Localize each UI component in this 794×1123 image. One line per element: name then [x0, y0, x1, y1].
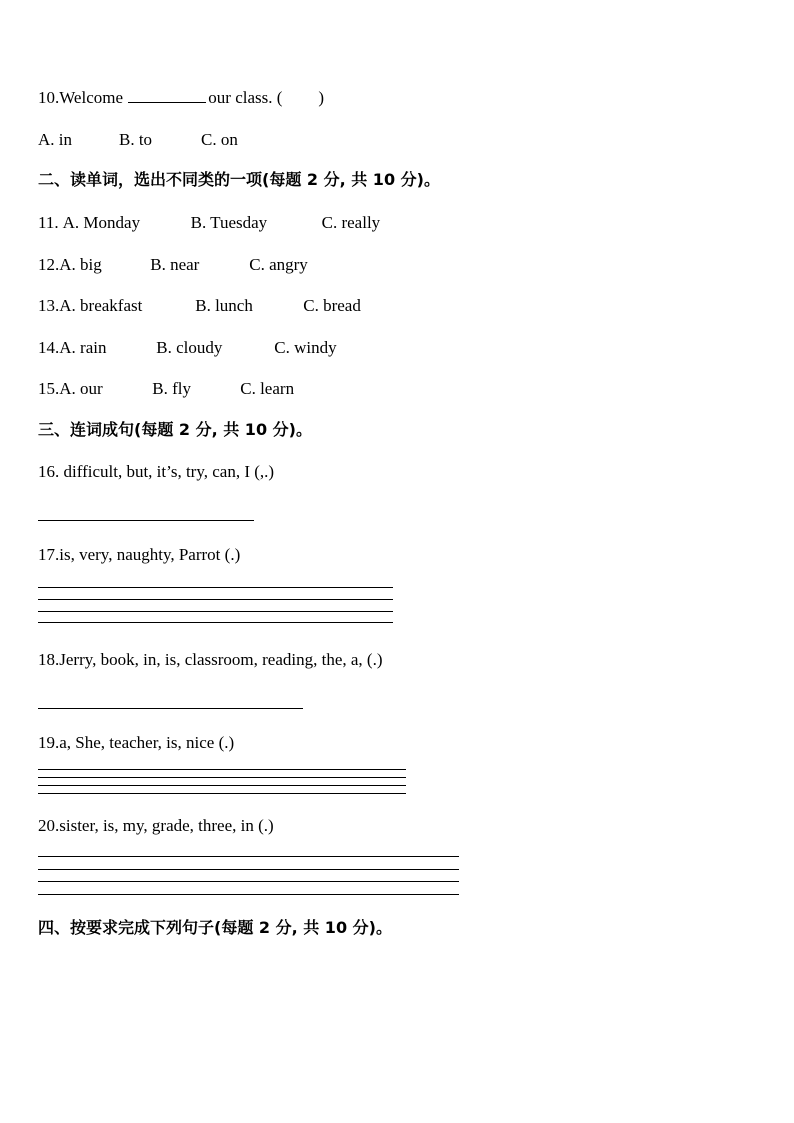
answer-line[interactable] — [38, 869, 459, 870]
paren-close: ) — [318, 88, 325, 107]
question-number: 16. — [38, 462, 60, 481]
option-b[interactable]: B. near — [150, 255, 200, 274]
question-15 — [38, 379, 294, 399]
question-number: 18. — [38, 650, 60, 669]
answer-line[interactable] — [38, 856, 459, 857]
question-text: sister, is, my, grade, three, in (.) — [59, 816, 274, 835]
question-10 — [38, 88, 324, 108]
option-b[interactable]: B. lunch — [195, 296, 253, 315]
section-4-heading: 四、按要求完成下列句子(每题 2 分, 共 10 分)。 — [38, 918, 392, 937]
question-20 — [38, 816, 274, 836]
question-text-pre: Welcome — [59, 88, 128, 107]
answer-line[interactable] — [38, 587, 393, 588]
answer-line[interactable] — [38, 894, 459, 895]
option-c[interactable]: C. bread — [303, 296, 361, 315]
answer-line[interactable] — [38, 520, 254, 521]
option-a[interactable]: A. big — [59, 255, 102, 274]
question-11 — [38, 213, 380, 233]
question-number: 19. — [38, 733, 60, 752]
option-b[interactable]: B. cloudy — [156, 338, 223, 357]
question-10-options — [38, 130, 238, 150]
answer-blank[interactable] — [128, 88, 206, 103]
answer-line[interactable] — [38, 708, 303, 709]
question-14 — [38, 338, 337, 358]
answer-line[interactable] — [38, 611, 393, 612]
option-a[interactable]: A. in — [38, 130, 72, 149]
answer-line[interactable] — [38, 769, 406, 770]
option-b[interactable]: B. Tuesday — [190, 213, 268, 232]
option-a[interactable]: A. rain — [59, 338, 107, 357]
question-number: 11. — [38, 213, 59, 232]
option-b[interactable]: B. to — [119, 130, 153, 149]
answer-line[interactable] — [38, 793, 406, 794]
option-c[interactable]: C. on — [201, 130, 238, 149]
question-19 — [38, 733, 234, 753]
question-18 — [38, 650, 382, 670]
option-c[interactable]: C. learn — [240, 379, 295, 398]
question-text: is, very, naughty, Parrot (.) — [59, 545, 241, 564]
option-a[interactable]: A. our — [59, 379, 103, 398]
question-16 — [38, 462, 274, 482]
question-number: 13. — [38, 296, 60, 315]
option-a[interactable]: A. breakfast — [59, 296, 143, 315]
question-17 — [38, 545, 240, 565]
question-number: 15. — [38, 379, 60, 398]
answer-line[interactable] — [38, 785, 406, 786]
answer-line[interactable] — [38, 881, 459, 882]
question-text: a, She, teacher, is, nice (.) — [59, 733, 235, 752]
option-a[interactable]: A. Monday — [62, 213, 141, 232]
question-text: Jerry, book, in, is, classroom, reading, the, a, (.) — [59, 650, 383, 669]
question-number: 14. — [38, 338, 60, 357]
question-text: difficult, but, it’s, try, can, I (,.) — [59, 462, 275, 481]
answer-line[interactable] — [38, 599, 393, 600]
option-c[interactable]: C. really — [321, 213, 381, 232]
question-number: 10. — [38, 88, 60, 107]
question-number: 17. — [38, 545, 60, 564]
option-b[interactable]: B. fly — [152, 379, 191, 398]
question-12 — [38, 255, 308, 275]
question-13 — [38, 296, 361, 316]
answer-line[interactable] — [38, 777, 406, 778]
question-number: 20. — [38, 816, 60, 835]
section-2-heading: 二、读单词，选出不同类的一项(每题 2 分, 共 10 分)。 — [38, 170, 440, 189]
option-c[interactable]: C. angry — [249, 255, 308, 274]
section-3-heading: 三、连词成句(每题 2 分, 共 10 分)。 — [38, 420, 312, 439]
option-c[interactable]: C. windy — [274, 338, 337, 357]
answer-line[interactable] — [38, 622, 393, 623]
question-number: 12. — [38, 255, 60, 274]
question-text-post: our class. ( — [208, 88, 283, 107]
